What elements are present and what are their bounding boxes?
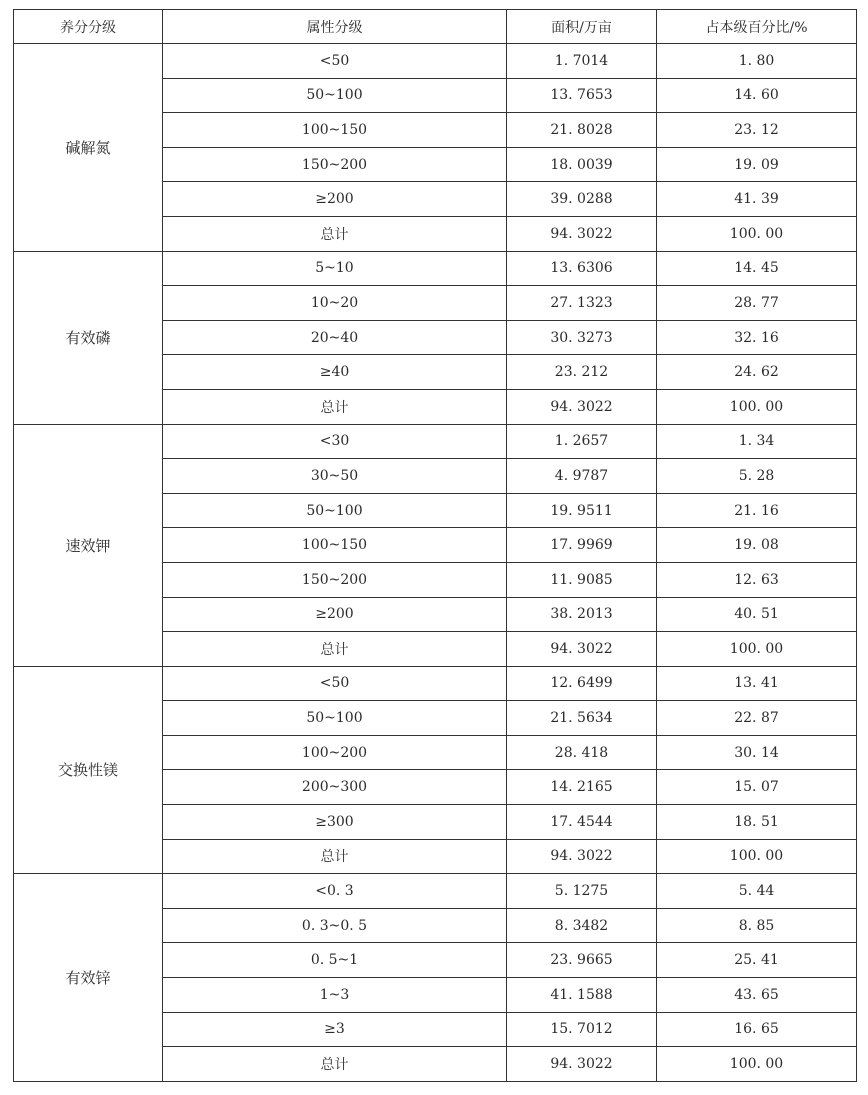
attribute-range-cell: 100~200 [163,735,507,770]
area-cell: 17. 4544 [507,805,657,840]
area-cell: 13. 7653 [507,78,657,113]
percentage-cell: 30. 14 [657,735,857,770]
attribute-range-cell: 总计 [163,839,507,874]
attribute-range-cell: 总计 [163,216,507,251]
percentage-cell: 19. 09 [657,147,857,182]
attribute-range-cell: 0. 5~1 [163,943,507,978]
percentage-cell: 100. 00 [657,1047,857,1082]
area-cell: 23. 9665 [507,943,657,978]
percentage-cell: 100. 00 [657,839,857,874]
attribute-range-cell: ≥200 [163,182,507,217]
attribute-range-cell: 150~200 [163,147,507,182]
attribute-range-cell: 20~40 [163,320,507,355]
area-cell: 19. 9511 [507,493,657,528]
percentage-cell: 14. 60 [657,78,857,113]
percentage-cell: 1. 34 [657,424,857,459]
area-cell: 1. 7014 [507,44,657,79]
percentage-cell: 28. 77 [657,286,857,321]
percentage-cell: 19. 08 [657,528,857,563]
area-cell: 94. 3022 [507,216,657,251]
attribute-range-cell: 10~20 [163,286,507,321]
attribute-range-cell: 总计 [163,632,507,667]
percentage-cell: 41. 39 [657,182,857,217]
table-row [14,251,857,286]
header-percentage: 占本级百分比/% [657,10,857,44]
area-cell: 41. 1588 [507,978,657,1013]
table-body [14,44,857,1082]
attribute-range-cell: 5~10 [163,251,507,286]
nutrient-group-cell: 交换性镁 [14,666,163,874]
percentage-cell: 5. 44 [657,874,857,909]
table-row [14,666,857,701]
attribute-range-cell: <50 [163,44,507,79]
area-cell: 1. 2657 [507,424,657,459]
percentage-cell: 22. 87 [657,701,857,736]
percentage-cell: 100. 00 [657,389,857,424]
attribute-range-cell: 50~100 [163,78,507,113]
header-attribute-grade: 属性分级 [163,10,507,44]
table-row [14,44,857,79]
percentage-cell: 100. 00 [657,632,857,667]
area-cell: 39. 0288 [507,182,657,217]
area-cell: 8. 3482 [507,908,657,943]
attribute-range-cell: <30 [163,424,507,459]
header-row [14,10,857,44]
percentage-cell: 13. 41 [657,666,857,701]
attribute-range-cell: 100~150 [163,113,507,148]
attribute-range-cell: 150~200 [163,562,507,597]
attribute-range-cell: ≥3 [163,1012,507,1047]
percentage-cell: 15. 07 [657,770,857,805]
header-area: 面积/万亩 [507,10,657,44]
area-cell: 27. 1323 [507,286,657,321]
area-cell: 94. 3022 [507,839,657,874]
area-cell: 17. 9969 [507,528,657,563]
percentage-cell: 24. 62 [657,355,857,390]
percentage-cell: 1. 80 [657,44,857,79]
attribute-range-cell: 100~150 [163,528,507,563]
attribute-range-cell: 0. 3~0. 5 [163,908,507,943]
area-cell: 4. 9787 [507,459,657,494]
area-cell: 94. 3022 [507,632,657,667]
area-cell: 5. 1275 [507,874,657,909]
nutrient-group-cell: 速效钾 [14,424,163,666]
attribute-range-cell: 200~300 [163,770,507,805]
percentage-cell: 14. 45 [657,251,857,286]
area-cell: 12. 6499 [507,666,657,701]
attribute-range-cell: 1~3 [163,978,507,1013]
attribute-range-cell: 总计 [163,1047,507,1082]
area-cell: 38. 2013 [507,597,657,632]
attribute-range-cell: ≥200 [163,597,507,632]
attribute-range-cell: 总计 [163,389,507,424]
area-cell: 94. 3022 [507,1047,657,1082]
area-cell: 21. 8028 [507,113,657,148]
attribute-range-cell: ≥40 [163,355,507,390]
percentage-cell: 25. 41 [657,943,857,978]
attribute-range-cell: <50 [163,666,507,701]
area-cell: 94. 3022 [507,389,657,424]
attribute-range-cell: ≥300 [163,805,507,840]
percentage-cell: 23. 12 [657,113,857,148]
area-cell: 15. 7012 [507,1012,657,1047]
percentage-cell: 12. 63 [657,562,857,597]
area-cell: 28. 418 [507,735,657,770]
nutrient-group-cell: 有效磷 [14,251,163,424]
area-cell: 30. 3273 [507,320,657,355]
percentage-cell: 40. 51 [657,597,857,632]
percentage-cell: 8. 85 [657,908,857,943]
attribute-range-cell: <0. 3 [163,874,507,909]
nutrient-group-cell: 有效锌 [14,874,163,1082]
table-row [14,874,857,909]
area-cell: 23. 212 [507,355,657,390]
table-row [14,424,857,459]
area-cell: 11. 9085 [507,562,657,597]
area-cell: 18. 0039 [507,147,657,182]
percentage-cell: 16. 65 [657,1012,857,1047]
percentage-cell: 100. 00 [657,216,857,251]
percentage-cell: 32. 16 [657,320,857,355]
percentage-cell: 43. 65 [657,978,857,1013]
attribute-range-cell: 30~50 [163,459,507,494]
attribute-range-cell: 50~100 [163,493,507,528]
area-cell: 14. 2165 [507,770,657,805]
attribute-range-cell: 50~100 [163,701,507,736]
percentage-cell: 18. 51 [657,805,857,840]
percentage-cell: 5. 28 [657,459,857,494]
table-header [14,10,857,44]
area-cell: 21. 5634 [507,701,657,736]
percentage-cell: 21. 16 [657,493,857,528]
area-cell: 13. 6306 [507,251,657,286]
nutrient-grading-table [13,9,857,1082]
header-nutrient-grade: 养分分级 [14,10,163,44]
nutrient-group-cell: 碱解氮 [14,44,163,252]
